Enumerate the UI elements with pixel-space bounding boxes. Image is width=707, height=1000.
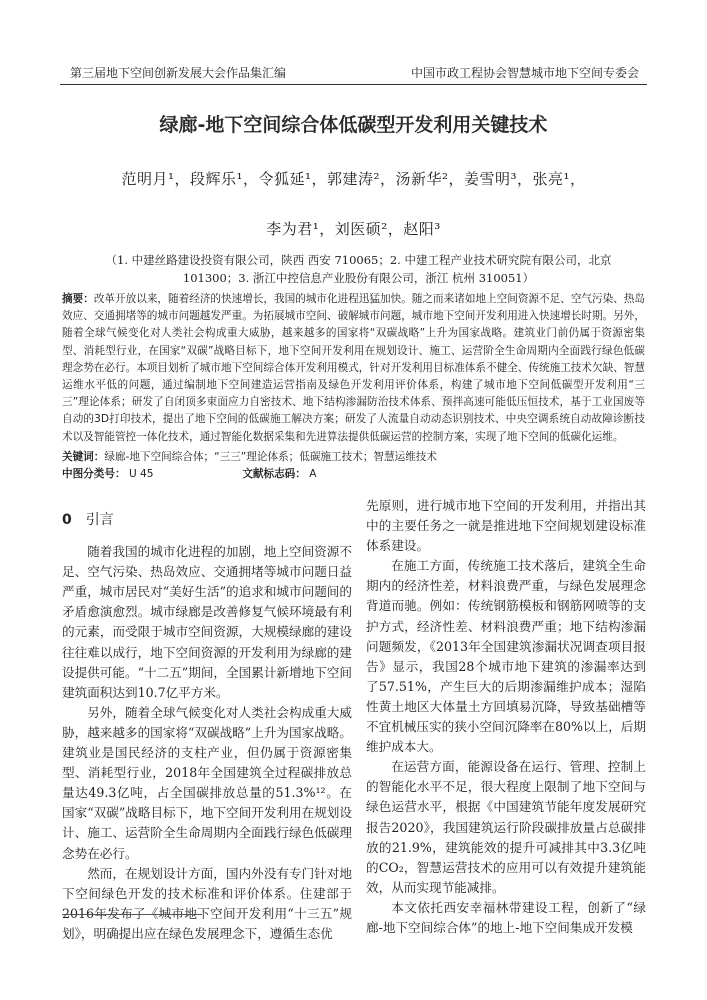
header-left: 第三届地下空间创新发展大会作品集汇编 [70,66,287,80]
affiliation: （1. 中建丝路建设投资有限公司，陕西 西安 710065；2. 中建工程产业技术研究院有限公司，北京 101300；3. 浙江中控信息产业股份有限公司，浙江 杭州 310051） [105,253,612,285]
paragraph: 另外，随着全球气候变化对人类社会构成重大威胁，越来越多的国家将“双碳战略”上升为国家战略。建筑业是国民经济的支柱产业，但仍属于资源密集型、消耗型行业，2018年全国建筑全过程碳排放总量达49.3亿吨，占全国碳排放总量的51.3%¹²。在国家“双碳”战略目标下，地下空间开发利用在规划设计、施工、运营阶全生命周期内全面践行绿色低碳理念势在必行。 [62,704,352,861]
paragraph: 本文依托西安幸福林带建设工程，创新了“绿廊-地下空间综合体”的地上-地下空间集成开发模 [366,899,646,935]
paper-title: 绿廊-地下空间综合体低碳型开发利用关键技术 [159,114,548,136]
classification [62,466,645,481]
section-number: 0 [62,512,72,528]
abstract [62,291,645,446]
abstract-text: 改革开放以来，随着经济的快速增长，我国的城市化进程迅猛加快。随之而来诸如地上空间资源不足、空气污染、热岛效应、交通拥堵等的城市问题越发严重。为拓展城市空间、破解城市问题，城市地下空间开发利用进入快速增长时期。另外，随着全球气候变化对人类社会构成重大威胁，越来越多的国家将“双碳战略”上升为国家战略。建筑业门前仍属于资源密集型、消耗型行业，在国家“双碳”战略目标下，地下空间开发利用在规划设计、施工、运营阶全生命周期内全面践行绿色低碳理念势在必行。本项目划析了城市地下空间综合体开发利用模式，针对开发利用目标准体系不健全、传统施工技术欠缺、智慧运维水平低的问题，通过编制地下空间建造运营指南及绿色开发利用评价体系，构建了城市地下空间低碳型开发利用“三三”理论体系；研发了自闭顶多束面应力自密技术、地下结构渗漏防治技术体系、预拌高速可能低压恒技术，基于工业国废等自动的3D打印技术，提出了地下空间的低碳施工解决方案；研发了人流量自动动态识别技术、中央空调系统自动故障诊断技术以及智能管控一体化技术，通过智能化数据采集和先进算法提供低碳运营的控制方案，实现了地下空间的低碳化运维。 [62,293,646,443]
doc-code-value: A [309,468,317,480]
paragraph: 随着我国的城市化进程的加剧，地上空间资源不足、空气污染、热岛效应、交通拥堵等城市问题日益严重，城市居民对“美好生活”的追求和城市问题间的矛盾愈演愈烈。城市绿廊是改善修复气候环境最有利的元素，而受限于城市空间资源，大规模绿廊的建设往往难以成行，地下空间资源的开发利用为绿廊的建设提供可能。“十二五”期间，全国累计新增地下空间建筑面积达到10.7亿平方米。 [62,544,352,700]
doc-code-label: 文献标志码： [242,468,306,480]
footnote-divider [62,914,202,915]
paragraph: 先原则，进行城市地下空间的开发利用，并指出其中的主要任务之一就是推进地下空间规划建设标准体系建设。 [366,498,646,554]
keywords [62,449,645,464]
keywords-label: 关键词： [62,451,105,463]
section-heading [62,510,352,530]
page-header [60,58,647,85]
authors-line-2: 李为君¹，刘医硕²，赵阳³ [266,220,441,238]
clc-label: 中图分类号： [62,468,126,480]
clc-value: U 45 [128,468,154,480]
keywords-text: 绿廊-地下空间综合体；“三三”理论体系；低碳施工技术；智慧运维技术 [104,451,437,463]
left-column [62,496,352,944]
authors-line-1: 范明月¹，段辉乐¹，令狐延¹，郭建涛²，汤新华²，姜雪明³，张亮¹， [121,170,586,188]
right-column [366,496,646,938]
abstract-label: 摘要： [62,293,94,305]
paragraph: 在运营方面，能源设备在运行、管理、控制上的智能化水平不足，很大程度上限制了地下空间与绿色运营水平，根据《中国建筑节能年度发展研究报告2020》，我国建筑运行阶段碳排放量占总碳排放的21.9%，建筑能效的提升可减排其中3.3亿吨的CO₂，智慧运营技术的应用可以有效提升建筑能效，从而实现节能减排。 [366,759,646,895]
paragraph: 然而，在规划设计方面，国内外没有专门针对地下空间绿色开发的技术标准和评价体系。住建部于2016年发布了《城市地下空间开发利用“十三五”规划》，明确提出应在绿色发展理念下，遵循生态优 [62,865,352,941]
paragraph: 在施工方面，传统施工技术落后，建筑全生命期内的经济性差，材料浪费严重，与绿色发展理念背道而驰。例如：传统钢筋模板和钢筋网喷等的支护方式，经济性差、材料浪费严重；地下结构渗漏问题频发，《2013年全国建筑渗漏状况调查项目报告》显示，我国28个城市地下建筑的渗漏率达到了57.51%，产生巨大的后期渗漏维护成本；湿陷性黄土地区大体量土方回填易沉降，导致基础槽等不宜机械压实的狭小空间沉降率在80%以上，后期维护成本大。 [366,558,646,755]
header-right: 中国市政工程协会智慧城市地下空间专委会 [410,66,639,80]
section-title: 引言 [85,512,114,528]
